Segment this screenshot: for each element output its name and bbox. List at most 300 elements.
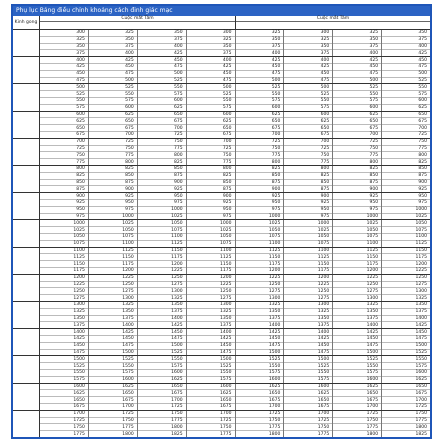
table-column xyxy=(89,356,138,382)
table-cell: 300 xyxy=(187,30,235,37)
row-group-label xyxy=(13,220,40,246)
table-cell: 1275 xyxy=(73,295,85,301)
table-column xyxy=(138,411,187,437)
table-cell: 1125 xyxy=(415,241,427,247)
table-cell: 1300 xyxy=(187,302,235,309)
table-cell: 1175 xyxy=(236,261,284,268)
table-cell: 700 xyxy=(187,139,235,146)
table-column xyxy=(40,30,89,56)
table-cell: 950 xyxy=(89,200,137,207)
table-cell: 575 xyxy=(236,98,284,105)
table-cell: 1600 xyxy=(138,370,186,377)
table-cell: 1050 xyxy=(382,220,430,227)
table-cell: 1000 xyxy=(40,220,88,227)
table-cell: 1075 xyxy=(317,241,330,247)
header-group-right xyxy=(236,16,430,29)
table-cell: 900 xyxy=(40,193,88,200)
table-cell: 1200 xyxy=(366,268,379,274)
table-cell: 1600 xyxy=(187,384,235,391)
table-cell: 1250 xyxy=(187,288,235,295)
table-cell: 1200 xyxy=(284,275,332,282)
table-column xyxy=(89,275,138,301)
table-cell: 975 xyxy=(333,207,381,214)
table-column xyxy=(40,384,89,410)
table-cell: 1300 xyxy=(382,288,430,295)
table-column xyxy=(382,329,430,355)
table-cell: 1750 xyxy=(40,424,88,431)
table-cell: 1125 xyxy=(236,248,284,255)
table-column xyxy=(40,193,89,219)
row-group-label xyxy=(13,139,40,165)
table-cell: 1450 xyxy=(236,336,284,343)
table-cell: 1625 xyxy=(284,390,332,397)
table-cell: 675 xyxy=(138,118,186,125)
table-cell: 500 xyxy=(284,84,332,91)
table-cell: 1450 xyxy=(138,329,186,336)
table-cell: 1100 xyxy=(268,241,281,247)
header-group-title: Cuộc mắt Tâm xyxy=(236,16,430,22)
table-cell: 550 xyxy=(382,84,430,91)
table-cell: 1325 xyxy=(284,309,332,316)
table-cell: 1450 xyxy=(187,343,235,350)
table-cell: 1000 xyxy=(366,214,379,219)
table-cell: 400 xyxy=(138,44,186,51)
table-cell: 1575 xyxy=(138,363,186,370)
table-cell: 1525 xyxy=(40,363,88,370)
table-cell: 1150 xyxy=(333,254,381,261)
table-column xyxy=(333,166,382,192)
table-cell: 1025 xyxy=(236,220,284,227)
table-cell: 625 xyxy=(174,105,183,111)
table-cell: 375 xyxy=(333,44,381,51)
table-cell: 750 xyxy=(333,146,381,153)
table-column xyxy=(333,84,382,110)
table-cell: 575 xyxy=(76,105,85,111)
table-cell: 1500 xyxy=(40,356,88,363)
table-column xyxy=(187,275,236,301)
table-column xyxy=(40,275,89,301)
table-cell: 675 xyxy=(76,132,85,138)
table-cell: 950 xyxy=(382,193,430,200)
table-cell: 1025 xyxy=(415,214,427,219)
table-cell: 1025 xyxy=(333,220,381,227)
table-cell: 600 xyxy=(284,112,332,119)
table-cell: 1175 xyxy=(138,254,186,261)
table-cell: 1750 xyxy=(284,424,332,431)
table-cell: 1000 xyxy=(268,214,281,219)
table-column xyxy=(333,411,382,437)
table-cell: 1800 xyxy=(138,424,186,431)
table-cell: 1150 xyxy=(138,248,186,255)
table-cell: 1050 xyxy=(89,227,137,234)
table-cell: 400 xyxy=(284,57,332,64)
table-cell: 700 xyxy=(382,125,430,132)
table-cell: 1500 xyxy=(268,350,281,356)
table-cell: 1775 xyxy=(236,424,284,431)
table-cell: 700 xyxy=(125,132,134,138)
table-column xyxy=(333,30,382,56)
table-cell: 1050 xyxy=(187,234,235,241)
table-cell: 1525 xyxy=(236,356,284,363)
table-cell: 600 xyxy=(125,105,134,111)
table-cell: 1750 xyxy=(138,411,186,418)
table-column xyxy=(187,30,236,56)
table-cell: 1450 xyxy=(89,336,137,343)
table-cell: 325 xyxy=(40,37,88,44)
row-group-columns xyxy=(40,275,430,301)
table-cell: 1350 xyxy=(284,316,332,323)
table-row-group xyxy=(13,329,430,356)
table-column xyxy=(138,139,187,165)
table-cell: 1225 xyxy=(236,275,284,282)
table-cell: 650 xyxy=(284,125,332,132)
table-cell: 1425 xyxy=(415,322,427,328)
table-cell: 1275 xyxy=(220,295,232,301)
table-column xyxy=(333,302,382,328)
table-cell: 1325 xyxy=(236,302,284,309)
table-column xyxy=(187,57,236,83)
table-cell: 1175 xyxy=(73,268,85,274)
table-cell: 325 xyxy=(333,30,381,37)
table-column xyxy=(138,220,187,246)
table-column xyxy=(89,193,138,219)
table-cell: 825 xyxy=(89,166,137,173)
table-cell: 1175 xyxy=(89,261,137,268)
table-cell: 450 xyxy=(333,64,381,71)
table-cell: 850 xyxy=(333,173,381,180)
table-cell: 1400 xyxy=(268,322,281,328)
table-cell: 725 xyxy=(284,146,332,153)
table-column xyxy=(40,139,89,165)
table-column xyxy=(89,302,138,328)
table-cell: 750 xyxy=(89,146,137,153)
table-cell: 1425 xyxy=(187,336,235,343)
table-column xyxy=(89,329,138,355)
table-cell: 1775 xyxy=(73,431,85,437)
table-column xyxy=(333,329,382,355)
table-cell: 500 xyxy=(382,71,430,78)
table-cell: 750 xyxy=(236,146,284,153)
table-row-group xyxy=(13,248,430,275)
table-row-group xyxy=(13,275,430,302)
table-cell: 1325 xyxy=(40,309,88,316)
table-cell: 1675 xyxy=(73,404,85,410)
table-cell: 1475 xyxy=(317,350,330,356)
table-cell: 775 xyxy=(333,152,381,159)
table-cell: 1450 xyxy=(333,336,381,343)
table-cell: 1300 xyxy=(284,302,332,309)
table-cell: 1525 xyxy=(415,350,427,356)
table-cell: 1625 xyxy=(187,390,235,397)
table-cell: 525 xyxy=(187,91,235,98)
table-column xyxy=(382,84,430,110)
table-cell: 675 xyxy=(89,125,137,132)
table-column xyxy=(333,193,382,219)
row-group-label xyxy=(13,84,40,110)
table-cell: 1125 xyxy=(171,241,183,247)
table-cell: 1750 xyxy=(382,411,430,418)
table-cell: 950 xyxy=(138,193,186,200)
table-cell: 1275 xyxy=(138,282,186,289)
table-cell: 1375 xyxy=(89,316,137,323)
table-row-group xyxy=(13,57,430,84)
table-cell: 1300 xyxy=(268,295,281,301)
table-cell: 1250 xyxy=(138,275,186,282)
table-column xyxy=(40,84,89,110)
table-cell: 1550 xyxy=(236,363,284,370)
table-cell: 775 xyxy=(89,152,137,159)
table-cell: 625 xyxy=(236,112,284,119)
table-cell: 1075 xyxy=(220,241,232,247)
table-cell: 1675 xyxy=(236,397,284,404)
table-cell: 1500 xyxy=(366,350,379,356)
table-cell: 450 xyxy=(382,57,430,64)
table-cell: 1425 xyxy=(236,329,284,336)
table-cell: 1475 xyxy=(73,350,85,356)
table-cell: 600 xyxy=(187,112,235,119)
table-column xyxy=(236,57,285,83)
table-cell: 525 xyxy=(418,77,427,83)
table-column xyxy=(333,220,382,246)
table-cell: 1000 xyxy=(284,220,332,227)
table-cell: 1425 xyxy=(40,336,88,343)
table-cell: 650 xyxy=(138,112,186,119)
table-cell: 1575 xyxy=(89,370,137,377)
table-cell: 900 xyxy=(369,186,379,192)
table-cell: 1775 xyxy=(89,424,137,431)
table-cell: 1500 xyxy=(284,356,332,363)
table-cell: 1150 xyxy=(40,261,88,268)
table-column xyxy=(382,220,430,246)
table-cell: 825 xyxy=(187,173,235,180)
table-cell: 425 xyxy=(236,57,284,64)
table-cell: 1200 xyxy=(138,261,186,268)
table-cell: 1700 xyxy=(284,411,332,418)
table-cell: 1600 xyxy=(268,377,281,383)
table-cell: 875 xyxy=(89,180,137,187)
table-cell: 675 xyxy=(236,125,284,132)
table-cell: 1400 xyxy=(40,329,88,336)
table-column xyxy=(382,275,430,301)
table-cell: 525 xyxy=(236,84,284,91)
table-cell: 800 xyxy=(284,166,332,173)
table-column xyxy=(138,166,187,192)
table-cell: 1475 xyxy=(333,343,381,350)
table-cell: 1550 xyxy=(333,363,381,370)
table-cell: 825 xyxy=(174,159,183,165)
row-group-label xyxy=(13,275,40,301)
table-cell: 450 xyxy=(40,71,88,78)
table-column xyxy=(138,248,187,274)
table-cell: 850 xyxy=(382,166,430,173)
table-cell: 1725 xyxy=(40,418,88,425)
table-cell: 400 xyxy=(369,50,379,56)
table-cell: 700 xyxy=(369,132,379,138)
table-column xyxy=(333,139,382,165)
table-column xyxy=(187,384,236,410)
table-cell: 1700 xyxy=(268,404,281,410)
table-cell: 1200 xyxy=(122,268,134,274)
table-cell: 375 xyxy=(236,44,284,51)
table-column xyxy=(138,356,187,382)
table-cell: 350 xyxy=(382,30,430,37)
table-cell: 1275 xyxy=(89,288,137,295)
table-cell: 425 xyxy=(89,57,137,64)
table-cell: 1425 xyxy=(171,322,183,328)
table-cell: 1500 xyxy=(138,343,186,350)
table-cell: 1100 xyxy=(40,248,88,255)
table-cell: 1275 xyxy=(382,282,430,289)
row-group-columns xyxy=(40,112,430,138)
table-cell: 1325 xyxy=(89,302,137,309)
table-column xyxy=(382,57,430,83)
table-cell: 1050 xyxy=(236,227,284,234)
table-cell: 1800 xyxy=(382,424,430,431)
table-cell: 1125 xyxy=(284,254,332,261)
table-cell: 725 xyxy=(174,132,183,138)
table-column xyxy=(333,275,382,301)
table-column xyxy=(187,302,236,328)
table-cell: 1225 xyxy=(284,282,332,289)
table-cell: 550 xyxy=(138,84,186,91)
table-cell: 1375 xyxy=(236,316,284,323)
table-cell: 725 xyxy=(40,146,88,153)
table-cell: 1375 xyxy=(220,322,232,328)
table-column xyxy=(40,220,89,246)
table-cell: 750 xyxy=(138,139,186,146)
table-cell: 1350 xyxy=(187,316,235,323)
table-cell: 1225 xyxy=(89,275,137,282)
table-cell: 500 xyxy=(187,84,235,91)
table-cell: 1350 xyxy=(40,316,88,323)
table-column xyxy=(284,384,333,410)
table-row-group xyxy=(13,411,430,437)
table-cell: 1275 xyxy=(317,295,330,301)
table-cell: 1350 xyxy=(89,309,137,316)
table-cell: 1100 xyxy=(187,248,235,255)
table-cell: 775 xyxy=(138,146,186,153)
table-cell: 925 xyxy=(174,186,183,192)
table-column xyxy=(236,302,285,328)
table-row-group xyxy=(13,193,430,220)
table-cell: 1300 xyxy=(40,302,88,309)
row-group-label xyxy=(13,248,40,274)
table-cell: 850 xyxy=(284,180,332,187)
table-column xyxy=(284,57,333,83)
table-column xyxy=(236,411,285,437)
table-cell: 1725 xyxy=(284,418,332,425)
table-column xyxy=(284,411,333,437)
table-column xyxy=(333,248,382,274)
table-cell: 1600 xyxy=(382,370,430,377)
table-cell: 875 xyxy=(333,180,381,187)
table-column xyxy=(40,57,89,83)
table-cell: 1300 xyxy=(122,295,134,301)
table-cell: 1200 xyxy=(187,275,235,282)
table-column xyxy=(382,166,430,192)
table-cell: 1525 xyxy=(171,350,183,356)
table-column xyxy=(236,384,285,410)
table-cell: 1150 xyxy=(382,248,430,255)
table-cell: 925 xyxy=(284,200,332,207)
table-cell: 925 xyxy=(236,193,284,200)
table-column xyxy=(138,302,187,328)
table-cell: 1775 xyxy=(333,424,381,431)
table-column xyxy=(187,139,236,165)
table-column xyxy=(284,193,333,219)
table-cell: 725 xyxy=(236,139,284,146)
table-cell: 1175 xyxy=(333,261,381,268)
table-column xyxy=(187,84,236,110)
table-cell: 625 xyxy=(333,112,381,119)
table-cell: 1525 xyxy=(333,356,381,363)
table-cell: 1425 xyxy=(284,336,332,343)
table-cell: 1225 xyxy=(415,268,427,274)
table-cell: 1575 xyxy=(236,370,284,377)
table-column xyxy=(382,193,430,219)
table-cell: 1425 xyxy=(89,329,137,336)
table-column xyxy=(284,220,333,246)
table-cell: 1050 xyxy=(138,220,186,227)
table-cell: 925 xyxy=(418,186,427,192)
table-cell: 1050 xyxy=(284,234,332,241)
table-cell: 1525 xyxy=(187,363,235,370)
table-cell: 825 xyxy=(284,173,332,180)
table-cell: 950 xyxy=(187,207,235,214)
table-cell: 350 xyxy=(40,44,88,51)
table-cell: 1350 xyxy=(236,309,284,316)
table-cell: 1250 xyxy=(333,282,381,289)
table-cell: 1700 xyxy=(382,397,430,404)
table-cell: 650 xyxy=(187,125,235,132)
table-cell: 1125 xyxy=(89,248,137,255)
table-cell: 325 xyxy=(284,37,332,44)
table-cell: 775 xyxy=(236,152,284,159)
header-first-column: Kinh gong xyxy=(13,16,40,29)
table-cell: 1275 xyxy=(333,288,381,295)
table-cell: 1350 xyxy=(138,302,186,309)
table-cell: 800 xyxy=(369,159,379,165)
table-cell: 700 xyxy=(284,139,332,146)
table-cell: 950 xyxy=(236,200,284,207)
table-cell: 425 xyxy=(40,64,88,71)
table-cell: 800 xyxy=(125,159,134,165)
table-cell: 800 xyxy=(40,166,88,173)
table-cell: 475 xyxy=(222,77,232,83)
table-cell: 1575 xyxy=(382,363,430,370)
table-cell: 1750 xyxy=(236,418,284,425)
table-cell: 325 xyxy=(89,30,137,37)
table-column xyxy=(236,193,285,219)
table-cell: 1250 xyxy=(40,288,88,295)
table-cell: 925 xyxy=(40,200,88,207)
table-column xyxy=(236,329,285,355)
header-group-subcells xyxy=(40,22,235,29)
row-group-label xyxy=(13,384,40,410)
table-cell: 750 xyxy=(284,152,332,159)
table-cell: 475 xyxy=(138,64,186,71)
table-cell: 525 xyxy=(89,84,137,91)
table-cell: 900 xyxy=(125,186,134,192)
table-cell: 725 xyxy=(187,146,235,153)
table-cell: 400 xyxy=(125,50,134,56)
table-cell: 975 xyxy=(138,200,186,207)
table-cell: 400 xyxy=(271,50,281,56)
table-cell: 975 xyxy=(89,207,137,214)
table-column xyxy=(89,84,138,110)
table-cell: 1475 xyxy=(138,336,186,343)
table-cell: 1700 xyxy=(122,404,134,410)
